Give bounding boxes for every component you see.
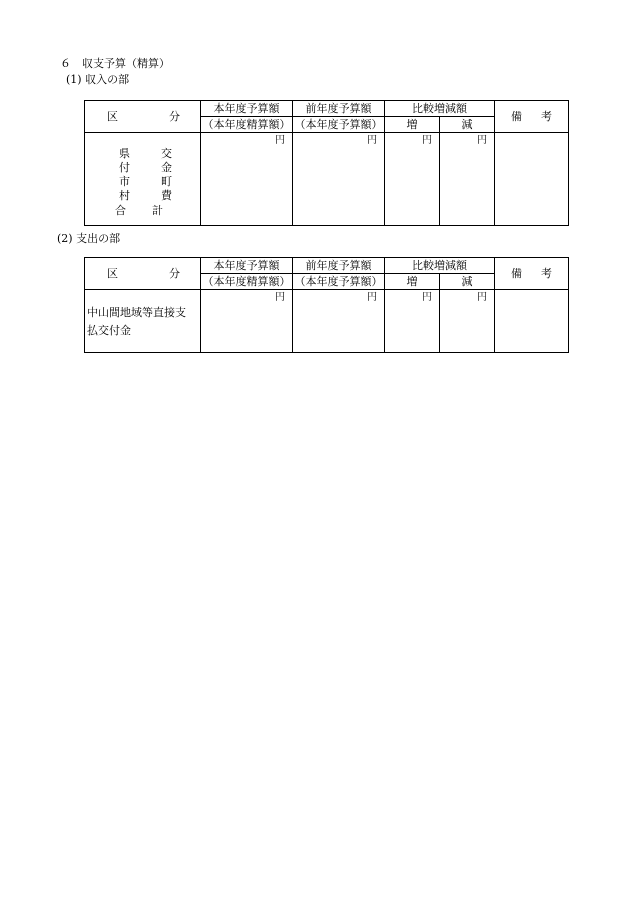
row-hillside-direct-payment-grant: 中山間地域等直接支払交付金 (87, 306, 186, 338)
expense-table (84, 257, 569, 353)
yen-unit: 円 (422, 292, 432, 303)
header-kubun-right: 分 (169, 109, 180, 123)
expense-increase-cell (385, 290, 440, 353)
header-remarks-right: 考 (541, 266, 552, 280)
header-comparison: 比較増減額 (385, 258, 495, 274)
header-kubun (85, 101, 201, 133)
yen-unit: 円 (367, 135, 377, 146)
expense-current-cell (201, 290, 293, 353)
header-current-budget: 本年度予算額 (201, 258, 293, 274)
income-table (84, 100, 569, 226)
income-current-cell (201, 133, 293, 226)
yen-unit: 円 (275, 292, 285, 303)
header-remarks-right: 考 (541, 109, 552, 123)
section-title: ６ 収支予算（精算） (60, 57, 170, 70)
header-previous-budget: 前年度予算額 (293, 101, 385, 117)
yen-unit: 円 (275, 135, 285, 146)
row-municipal-cost: 市 町 村 費 (119, 175, 203, 202)
header-decrease: 減 (440, 117, 495, 133)
row-total (115, 204, 163, 218)
income-decrease-cell (440, 133, 495, 226)
yen-unit: 円 (477, 135, 487, 146)
expense-remarks-cell (495, 290, 569, 353)
row-total-left: 合 (115, 204, 126, 217)
header-current-settled: （本年度精算額） (202, 274, 291, 288)
header-remarks-left: 備 (511, 266, 522, 280)
income-increase-cell (385, 133, 440, 226)
yen-unit: 円 (477, 292, 487, 303)
header-remarks (495, 258, 569, 290)
header-current-settled: （本年度精算額） (202, 117, 291, 131)
row-prefecture-grant: 県 交 付 金 (119, 147, 203, 174)
income-section-title: (1) 収入の部 (66, 73, 130, 86)
header-previous-budget: 前年度予算額 (293, 258, 385, 274)
header-decrease: 減 (440, 274, 495, 290)
header-increase: 増 (385, 274, 440, 290)
income-previous-cell (293, 133, 385, 226)
header-kubun (85, 258, 201, 290)
income-row-labels (85, 133, 201, 226)
expense-previous-cell (293, 290, 385, 353)
header-remarks (495, 101, 569, 133)
header-current-budget: 本年度予算額 (201, 101, 293, 117)
expense-row-label-cell (85, 290, 201, 353)
header-kubun-left: 区 (107, 109, 118, 123)
header-previous-current: （本年度予算額） (294, 117, 383, 131)
income-remarks-cell (495, 133, 569, 226)
header-kubun-left: 区 (107, 266, 118, 280)
header-increase: 増 (385, 117, 440, 133)
header-kubun-right: 分 (169, 266, 180, 280)
yen-unit: 円 (367, 292, 377, 303)
header-previous-current: （本年度予算額） (294, 274, 383, 288)
expense-section-title: (2) 支出の部 (57, 232, 121, 245)
header-comparison: 比較増減額 (385, 101, 495, 117)
header-remarks-left: 備 (511, 109, 522, 123)
yen-unit: 円 (422, 135, 432, 146)
expense-decrease-cell (440, 290, 495, 353)
row-total-right: 計 (152, 204, 163, 217)
